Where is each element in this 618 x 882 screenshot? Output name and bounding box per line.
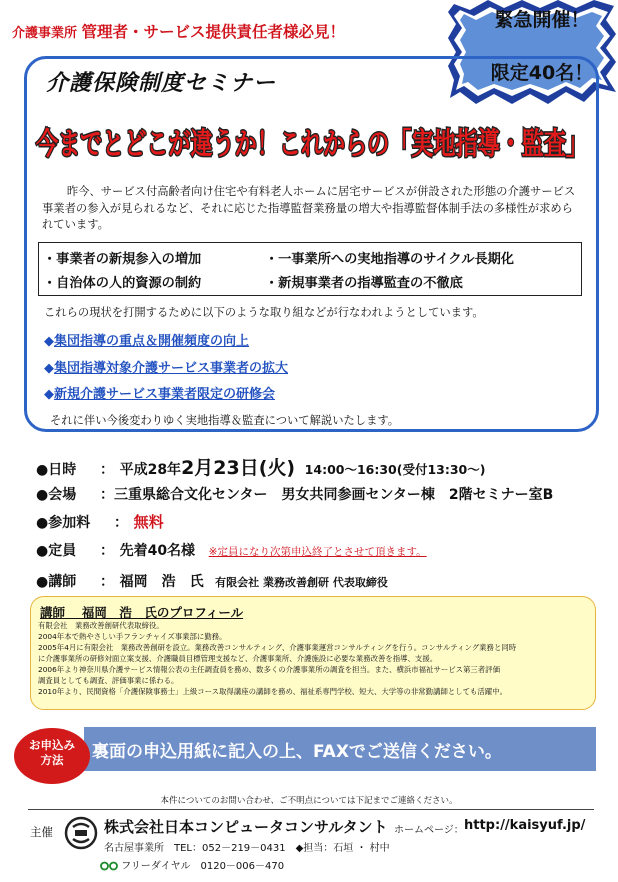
burst-line-urgent: 緊急開催！ [494,9,590,31]
organizer-label: 主催 [30,825,53,839]
footer-divider [28,809,594,810]
diamond-bullet-icon: ◆ [44,334,54,349]
headline [32,108,592,172]
detail-venue-label: ●会場 [36,487,77,503]
seminar-title: 介護保険制度セミナー [46,71,277,96]
freedial-icon [100,861,118,871]
profile-line: 2010年より、民間資格「介護保険事務士」上級コース取得講座の講師を務め、福祉系専門学校、短大、大学等の非常勤講師としても活躍中。 [38,687,507,696]
intro-paragraph: 昨今、サービス付高齢者向け住宅や有料老人ホームに居宅サービスが併設された形態の介護サービス事業者の参入が見られるなど、それに応じた指導監督業務量の増大や指導監督体制手法の多様性が求められています。 [42,185,576,231]
company-name: 株式会社日本コンピュータコンサルタント [104,818,388,836]
apply-badge-text: お申込み 方法 [29,738,75,767]
detail-capacity: ●定員 ： 先着40名様 ※定員になり次第申込終了とさせて頂きます。 [36,540,427,560]
freedial-number: フリーダイヤル 0120－006－470 [121,861,285,872]
profile-heading: 講師 福岡 浩 氏のプロフィール [40,605,244,620]
date-time: 14:00～16:30(受付13:30～) [304,462,486,477]
detail-lecturer: ●講師 ： 福岡 浩 氏 有限会社 業務改善創研 代表取締役 [36,571,388,591]
homepage-link[interactable]: http://kaisyuf.jp/ [464,818,586,833]
detail-lecturer-label: ●講師 [36,574,77,590]
office-contact: 名古屋事業所 TEL：052－219－0431 ◆担当：石垣 ・ 村中 [104,843,390,854]
issue-item: ・事業者の新規参入の増加 [43,252,202,267]
diamond-bullet-icon: ◆ [44,387,54,402]
detail-date: ●日時 ： 平成28年2月23日(火) 14:00～16:30(受付13:30～) [36,457,486,479]
venue-value: ：三重県総合文化センター 男女共同参画センター棟 2階セミナー室B [100,487,554,503]
detail-capacity-label: ●定員 [36,543,77,559]
tagline [12,20,345,42]
issue-item: ・新規事業者の指導監査の不徹底 [265,276,463,291]
burst-line-limited: 限定40名！ [490,62,594,84]
homepage-label: ホームページ： [394,825,464,836]
capacity-note: ※定員になり次第申込終了とさせて頂きます。 [208,546,427,558]
profile-line: 2004年本で熱やさしい手フランチャイズ事業部に勤務。 [38,632,227,641]
detail-fee: ●参加料 ： 無料 [36,513,164,531]
measure-item: ◆新規介護サービス事業者限定の研修会 [44,387,276,402]
date-year: 平成28年 [119,462,182,478]
lecturer-name: 福岡 浩 氏 [119,574,204,590]
issue-item: ・一事業所への実地指導のサイクル長期化 [265,252,514,267]
closing-text: それに伴い今後変わりゆく実地指導＆監査について解説いたします。 [50,414,400,427]
measures-intro: これらの現状を打開するために以下のような取り組などが行なわれようとしています。 [44,306,484,319]
profile-line: 有限会社 業務改善創研代表取締役。 [38,621,164,630]
issue-item: ・自治体の人的資源の制約 [43,276,202,291]
profile-line: 2005年4月に有限会社 業務改善創研を設立。業務改善コンサルティング、介護事業運営コンサルティングを行う。コンサルティング業務と同時 [38,643,517,652]
company-logo-icon [64,816,98,850]
inquiry-note: 本件についてのお問い合わせ、ご不明点については下記までご連絡ください。 [160,796,458,806]
tagline-prefix: 介護事業所 [12,26,78,41]
capacity-value: 先着40名様 [119,543,196,559]
detail-fee-label: ●参加料 [36,515,91,531]
measure-item: ◆集団指導対象介護サービス事業者の拡大 [44,361,289,376]
issues-box [38,242,582,296]
profile-line: 2006年より神奈川県介護サービス情報公表の主任調査員を務め、数多くの介護事業所の調査を担当。また、横浜市福祉サービス第三者評価 [38,665,500,674]
freedial [100,857,284,872]
diamond-bullet-icon: ◆ [44,361,54,376]
measure-item: ◆集団指導の重点＆開催頻度の向上 [44,334,250,349]
profile-line: 調査員としても調査、評価事業に係わる。 [38,676,179,685]
headline-text: 今までとどこが違うか！これからの「実地指導・監査」 [36,127,588,162]
detail-venue [36,484,553,504]
date-day: 2月23日(火) [181,457,296,479]
detail-date-label: ●日時 [36,462,77,478]
lecturer-title: 有限会社 業務改善創研 代表取締役 [215,576,388,589]
tagline-main: 管理者・サービス提供責任者様必見！ [81,23,346,41]
profile-line: に介護事業所の研修対面立案支援、介護職員目標管理支援など、介護事業所、介護施設に必要な業務改善を指導、支援。 [38,654,438,663]
fee-value: 無料 [133,513,164,531]
apply-instruction: 裏面の申込用紙に記入の上、FAXでご送信ください。 [92,742,502,762]
